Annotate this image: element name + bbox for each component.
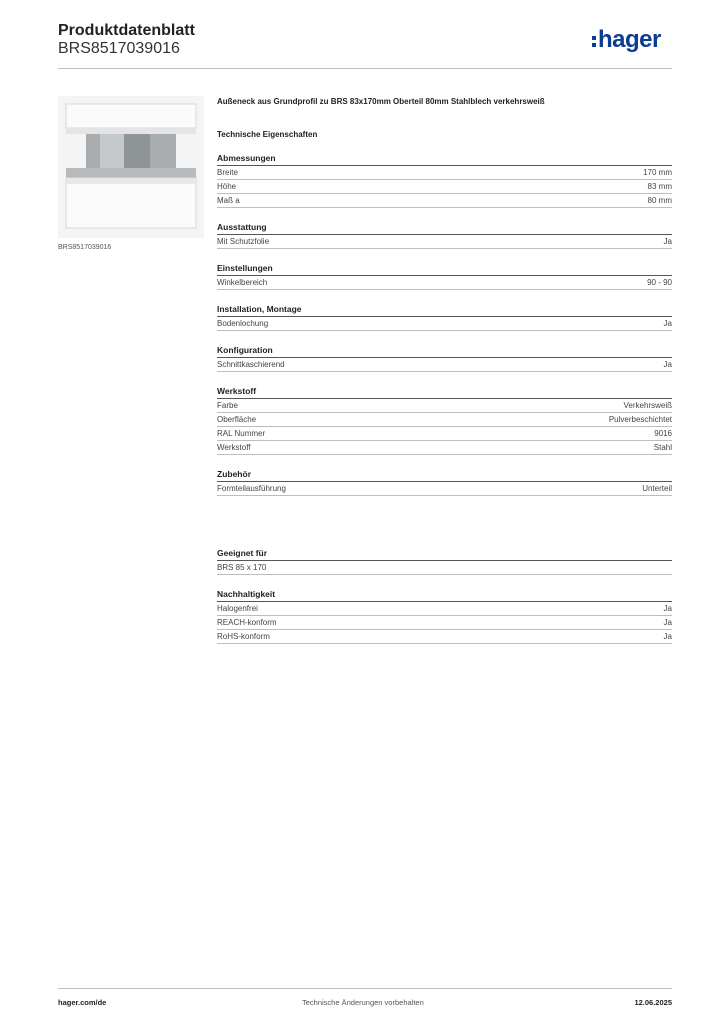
spec-label: Farbe bbox=[217, 401, 238, 410]
spec-row bbox=[217, 427, 672, 441]
spec-value: Ja bbox=[663, 618, 672, 627]
spec-label: Winkelbereich bbox=[217, 278, 268, 287]
section-title: Werkstoff bbox=[217, 386, 672, 399]
footer-divider bbox=[58, 988, 672, 989]
spec-row bbox=[217, 602, 672, 616]
spec-value: Ja bbox=[663, 360, 672, 369]
spec-row bbox=[217, 276, 672, 290]
spec-label: Halogenfrei bbox=[217, 604, 258, 613]
footer-website-link[interactable]: hager.com/de bbox=[58, 998, 107, 1007]
section-spacer bbox=[217, 496, 672, 534]
section-ausstattung bbox=[217, 222, 672, 249]
spec-label: Bodenlochung bbox=[217, 319, 269, 328]
spec-label: Formteilausführung bbox=[217, 484, 286, 493]
spec-value: 90 - 90 bbox=[647, 278, 672, 287]
spec-row bbox=[217, 630, 672, 644]
spec-row bbox=[217, 399, 672, 413]
section-zubehoer bbox=[217, 469, 672, 496]
product-description: Außeneck aus Grundprofil zu BRS 83x170mm Oberteil 80mm Stahlblech verkehrsweiß bbox=[217, 97, 545, 106]
spec-label: REACH-konform bbox=[217, 618, 277, 627]
spec-label: BRS 85 x 170 bbox=[217, 563, 267, 572]
product-image bbox=[58, 96, 204, 238]
spec-row bbox=[217, 166, 672, 180]
spec-value: 80 mm bbox=[647, 196, 672, 205]
spec-row bbox=[217, 180, 672, 194]
logo-text: hager bbox=[598, 26, 661, 53]
spec-label: Höhe bbox=[217, 182, 237, 191]
document-code: BRS8517039016 bbox=[58, 40, 180, 57]
header-divider bbox=[58, 68, 672, 69]
image-caption: BRS8517039016 bbox=[58, 244, 112, 251]
section-title: Konfiguration bbox=[217, 345, 672, 358]
spec-value: Unterteil bbox=[642, 484, 672, 493]
spec-value: 170 mm bbox=[643, 168, 672, 177]
spec-row bbox=[217, 235, 672, 249]
spec-label: Oberfläche bbox=[217, 415, 257, 424]
spec-label: Maß a bbox=[217, 196, 240, 205]
spec-label: Schnittkaschierend bbox=[217, 360, 285, 369]
footer-note: Technische Änderungen vorbehalten bbox=[302, 998, 424, 1007]
logo-dots-icon bbox=[592, 31, 598, 51]
section-title: Nachhaltigkeit bbox=[217, 589, 672, 602]
section-title: Geeignet für bbox=[217, 548, 672, 561]
spec-value: 83 mm bbox=[647, 182, 672, 191]
spec-row bbox=[217, 561, 672, 575]
section-abmessungen bbox=[217, 153, 672, 208]
section-nachhaltigkeit bbox=[217, 589, 672, 644]
spec-row bbox=[217, 317, 672, 331]
spec-row bbox=[217, 358, 672, 372]
spec-value: Ja bbox=[663, 237, 672, 246]
spec-value: Stahl bbox=[653, 443, 672, 452]
specification-content bbox=[217, 96, 672, 644]
section-geeignet-fuer bbox=[217, 548, 672, 575]
spec-value: Ja bbox=[663, 319, 672, 328]
spec-label: Werkstoff bbox=[217, 443, 251, 452]
section-werkstoff bbox=[217, 386, 672, 455]
spec-row bbox=[217, 482, 672, 496]
spec-value: Ja bbox=[663, 632, 672, 641]
spec-row bbox=[217, 441, 672, 455]
spec-value: Pulverbeschichtet bbox=[608, 415, 672, 424]
spec-row bbox=[217, 616, 672, 630]
spec-value: 9016 bbox=[654, 429, 672, 438]
section-title: Ausstattung bbox=[217, 222, 672, 235]
document-title: Produktdatenblatt bbox=[58, 22, 195, 39]
spec-label: RAL Nummer bbox=[217, 429, 266, 438]
section-title: Abmessungen bbox=[217, 153, 672, 166]
spec-value: Ja bbox=[663, 604, 672, 613]
spec-label: Breite bbox=[217, 168, 238, 177]
technical-properties-heading: Technische Eigenschaften bbox=[217, 130, 318, 139]
spec-row bbox=[217, 413, 672, 427]
section-installation bbox=[217, 304, 672, 331]
hager-logo bbox=[592, 26, 661, 54]
footer-date: 12.06.2025 bbox=[634, 998, 672, 1007]
spec-label: RoHS-konform bbox=[217, 632, 270, 641]
spec-row bbox=[217, 194, 672, 208]
section-title: Einstellungen bbox=[217, 263, 672, 276]
spec-value: Verkehrsweiß bbox=[623, 401, 672, 410]
section-title: Installation, Montage bbox=[217, 304, 672, 317]
corner-duct-illustration bbox=[58, 96, 204, 238]
spec-label: Mit Schutzfolie bbox=[217, 237, 270, 246]
section-einstellungen bbox=[217, 263, 672, 290]
section-konfiguration bbox=[217, 345, 672, 372]
section-title: Zubehör bbox=[217, 469, 672, 482]
